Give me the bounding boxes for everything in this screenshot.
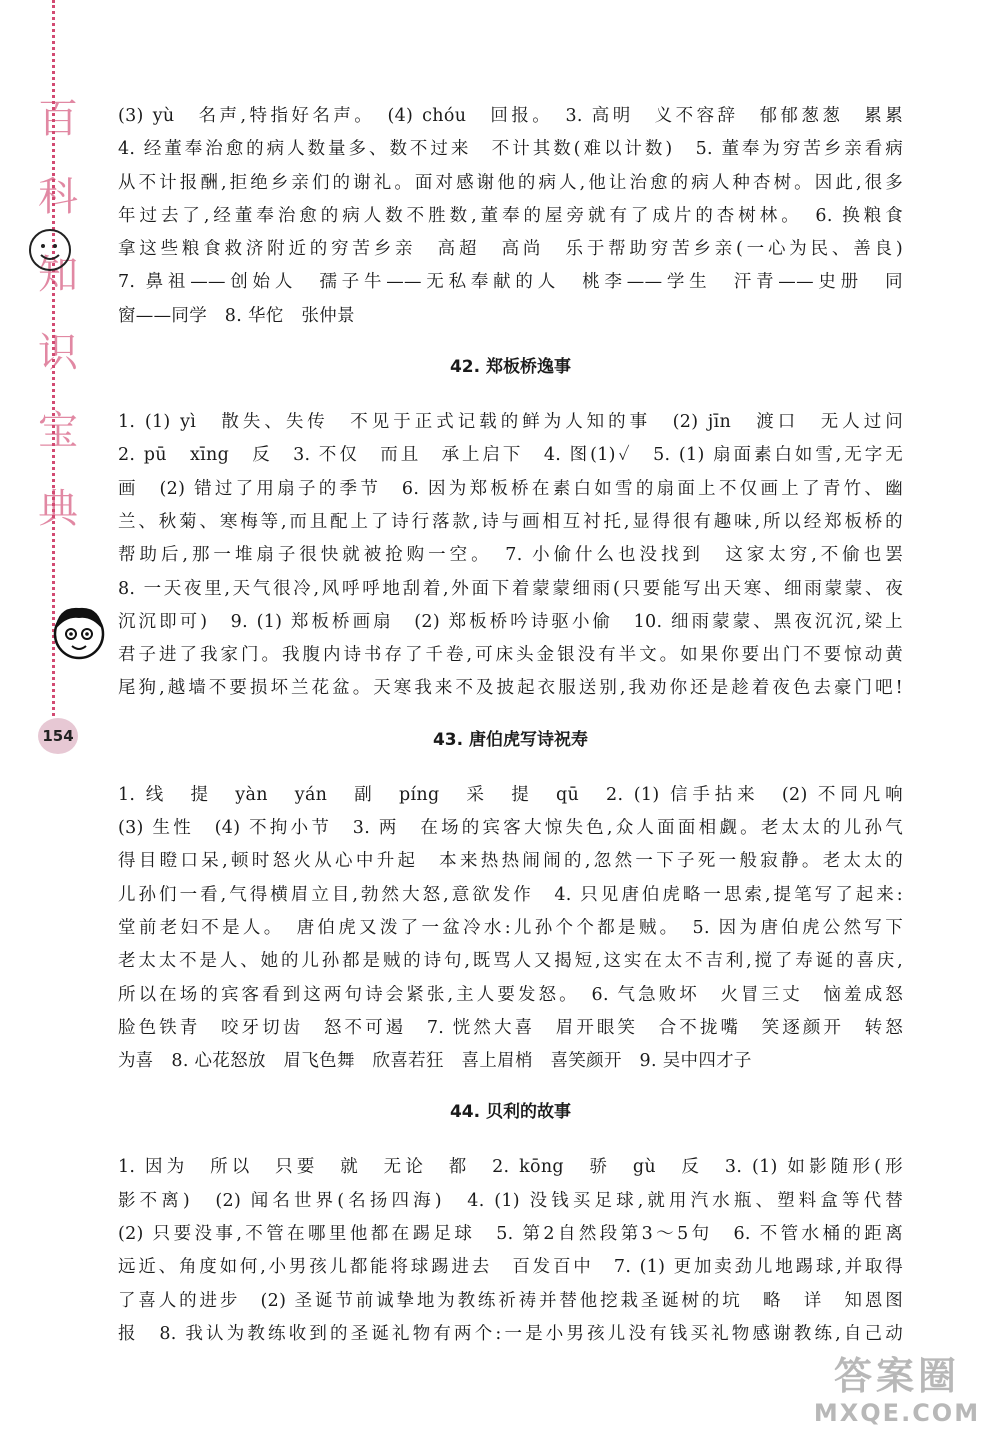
section-title: 43. 唐伯虎写诗祝寿 (432, 729, 589, 750)
text-line: 堂前老妇不是人。 唐伯虎又泼了一盆冷水:儿孙个个都是贼。 5. 因为唐伯虎公然写下 (118, 917, 903, 938)
text-line: 画 (2) 错过了用扇子的季节 6. 因为郑板桥在素白如雪的扇面上不仅画上了青竹、幽 (118, 478, 903, 499)
watermark-url: MXQE.COM (813, 1399, 981, 1427)
text-line: 帮助后,那一堆扇子很快就被抢购一空。 7. 小偷什么也没找到 这家太穷,不偷也罢 (118, 545, 903, 566)
text-line: 4. 经董奉治愈的病人数量多、数不过来 不计其数(难以计数) 5. 董奉为穷苦乡亲看病 (118, 139, 903, 160)
margin-char: 知 (38, 252, 78, 298)
text-line: 拿这些粮食救济附近的穷苦乡亲 高超 高尚 乐于帮助穷苦乡亲(一心为民、善良) (118, 239, 903, 260)
text-line: 从不计报酬,拒绝乡亲们的谢礼。面对感谢他的病人,他让治愈的病人种杏树。因此,很多 (118, 172, 903, 193)
text-line: 脸色铁青 咬牙切齿 怒不可遏 7. 恍然大喜 眉开眼笑 合不拢嘴 笑逐颜开 转怒 (118, 1017, 903, 1038)
text-line: 得目瞪口呆,顿时怒火从心中升起 本来热热闹闹的,忽然一下子死一般寂静。老太太的 (118, 851, 903, 872)
margin-char: 识 (38, 330, 78, 376)
watermark-logo-text: 答案圈 (833, 1354, 960, 1398)
text-line: 尾狗,越墙不要损坏兰花盆。天寒我来不及披起衣服送别,我劝你还是趁着夜色去豪门吧! (118, 678, 903, 699)
text-line: 报 8. 我认为教练收到的圣诞礼物有两个:一是小男孩儿没有钱买礼物感谢教练,自己动 (118, 1323, 903, 1344)
text-line: 1. 线 提 yàn yán 副 píng 采 提 qū 2. (1) 信手拈来 (2) 不同凡响 (118, 784, 903, 805)
text-line: 为喜 8. 心花怒放 眉飞色舞 欣喜若狂 喜上眉梢 喜笑颜开 9. 吴中四才子 (118, 1051, 752, 1072)
margin-char: 百 (38, 96, 78, 142)
text-line: 君子进了我家门。我腹内诗书存了千卷,可床头金银没有半文。如果你要出门不要惊动黄 (118, 645, 903, 666)
section-title: 44. 贝利的故事 (449, 1102, 572, 1123)
page-number: 154 (38, 718, 78, 754)
top-block (118, 100, 903, 333)
text-line: 了喜人的进步 (2) 圣诞节前诚挚地为教练祈祷并替他挖栽圣诞树的坑 略 详 知恩图 (118, 1290, 903, 1311)
section-title: 42. 郑板桥逸事 (449, 357, 572, 378)
margin-char: 科 (38, 174, 78, 220)
margin-decoration (0, 0, 120, 1440)
section-42 (118, 406, 903, 706)
text-line: 7. 鼻祖——创始人 孺子牛——无私奉献的人 桃李——学生 汗青——史册 同 (118, 272, 903, 293)
text-line: 沉沉即可) 9. (1) 郑板桥画扇 (2) 郑板桥吟诗驱小偷 10. 细雨蒙蒙、黑夜沉沉,梁上 (118, 611, 903, 632)
section-44 (118, 1151, 903, 1351)
text-line: 1. 因为 所以 只要 就 无论 都 2. kōng 骄 gù 反 3. (1) 如影随形(形 (118, 1157, 903, 1178)
smiley-face-icon (26, 226, 74, 274)
margin-handwriting (18, 80, 98, 548)
text-line: 窗——同学 8. 华佗 张仲景 (118, 305, 355, 326)
text-line: 年过去了,经董奉治愈的病人数不胜数,董奉的屋旁就有了成片的杏树林。 6. 换粮食 (118, 205, 903, 226)
cartoon-boy-icon (48, 600, 110, 662)
text-line: 8. 一天夜里,天气很冷,风呼呼地刮着,外面下着蒙蒙细雨(只要能写出天寒、细雨蒙蒙、夜 (118, 578, 903, 599)
text-line: (3) yù 名声,特指好名声。 (4) chóu 回报。 3. 高明 义不容辞 郁郁葱葱 累累 (118, 106, 903, 126)
text-line: (2) 只要没事,不管在哪里他都在踢足球 5. 第2自然段第3～5句 6. 不管水桶的距离 (118, 1224, 903, 1245)
text-line: (3) 生性 (4) 不拘小节 3. 两 在场的宾客大惊失色,众人面面相觑。老太太的儿孙气 (118, 818, 903, 839)
site-watermark (802, 1354, 992, 1434)
answer-content (118, 100, 903, 1351)
text-line: 老太太不是人、她的儿孙都是贼的诗句,既骂人又揭短,这实在太不吉利,搅了寿诞的喜庆, (118, 951, 903, 972)
text-line: 远近、角度如何,小男孩儿都能将球踢进去 百发百中 7. (1) 更加卖劲儿地踢球,并取得 (118, 1257, 903, 1278)
section-43 (118, 779, 903, 1079)
text-line: 兰、秋菊、寒梅等,而且配上了诗行落款,诗与画相互衬托,显得很有趣味,所以经郑板桥的 (118, 511, 903, 532)
text-line: 儿孙们一看,气得横眉立目,勃然大怒,意欲发作 4. 只见唐伯虎略一思索,提笔写了起来: (118, 884, 903, 905)
text-line: 所以在场的宾客看到这两句诗会紧张,主人要发怒。 6. 气急败坏 火冒三丈 恼羞成怒 (118, 984, 903, 1005)
margin-char: 典 (38, 486, 78, 532)
text-line: 影不离) (2) 闻名世界(名扬四海) 4. (1) 没钱买足球,就用汽水瓶、塑料盒等代替 (118, 1190, 903, 1211)
text-line: 2. pū xīng 反 3. 不仅 而且 承上启下 4. 图(1)✓ 5. (1) 扇面素白如雪,无字无 (118, 445, 903, 466)
margin-char: 宝 (38, 408, 78, 454)
text-line: 1. (1) yì 散失、失传 不见于正式记载的鲜为人知的事 (2) jīn 渡口 无人过问 (118, 412, 903, 433)
